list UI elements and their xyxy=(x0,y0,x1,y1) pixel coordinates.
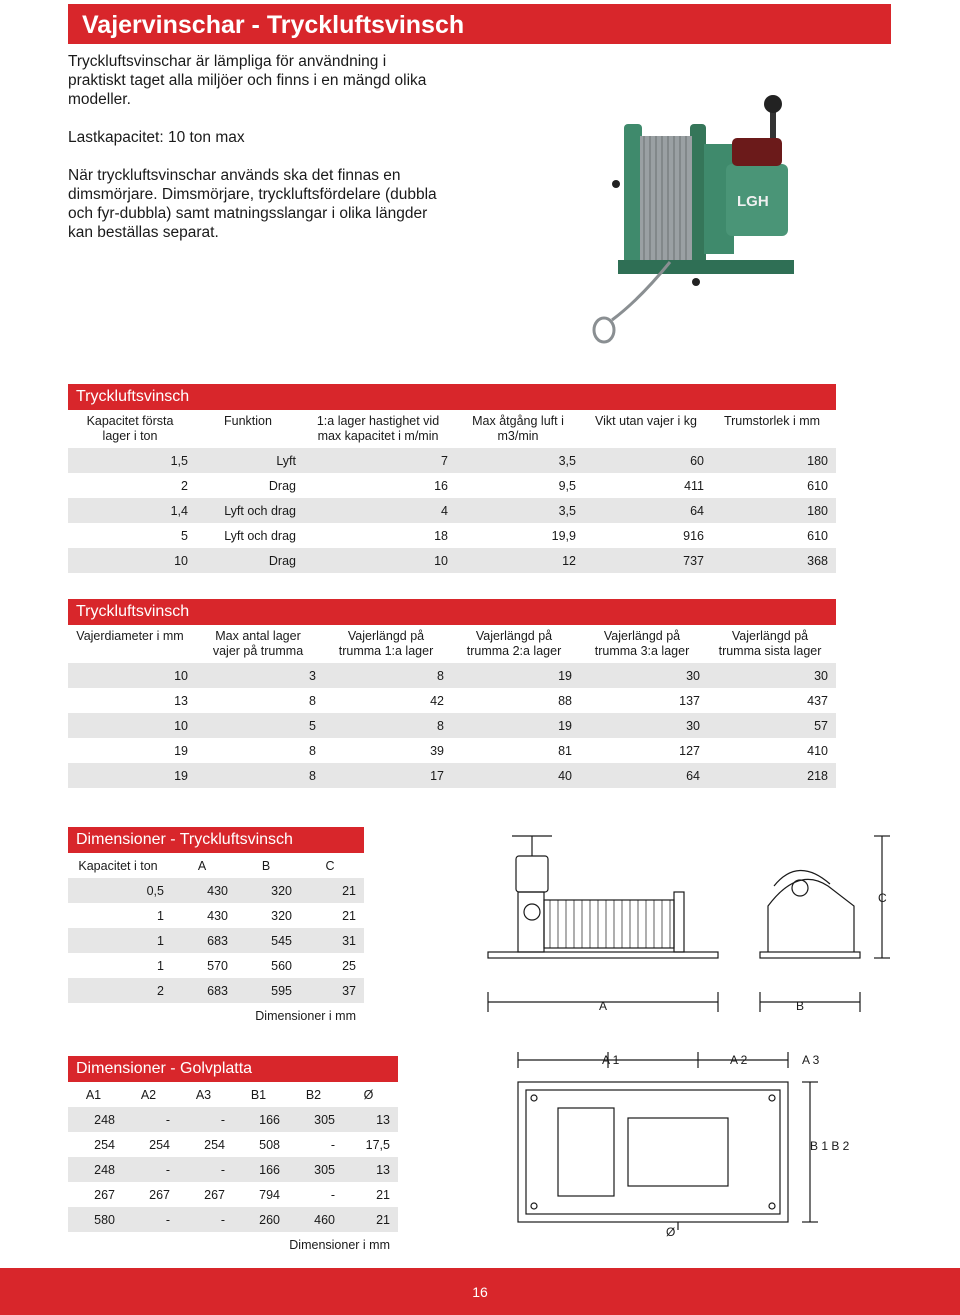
table-cell: Drag xyxy=(268,478,296,493)
table-cell: 916 xyxy=(683,528,704,543)
table1-header: Trumstorlek i mm xyxy=(723,414,821,428)
table-cell: 580 xyxy=(94,1212,115,1227)
table-row xyxy=(68,953,364,978)
table-cell: 3 xyxy=(309,668,316,683)
table-row xyxy=(68,498,836,523)
brand-label: LGH xyxy=(737,193,769,210)
table-cell: 5 xyxy=(309,718,316,733)
table-cell: 10 xyxy=(174,668,188,683)
table-cell: 610 xyxy=(807,528,828,543)
table-cell: 13 xyxy=(376,1162,390,1177)
table-cell: 610 xyxy=(807,478,828,493)
table-cell: 8 xyxy=(309,743,316,758)
table4-header: B1 xyxy=(250,1087,267,1102)
table-cell: 30 xyxy=(814,668,828,683)
table2-header: Max antal lager vajer på trumma xyxy=(212,629,304,658)
table-cell: 166 xyxy=(259,1162,280,1177)
table-cell: 30 xyxy=(686,718,700,733)
table-cell: 21 xyxy=(342,908,356,923)
table4-header: A2 xyxy=(140,1087,157,1102)
table-cell: 683 xyxy=(207,983,228,998)
table2-header: Vajerdiameter i mm xyxy=(76,629,184,643)
table3-header: B xyxy=(261,858,271,873)
table-cell: 9,5 xyxy=(558,478,576,493)
table-cell: 545 xyxy=(271,933,292,948)
table-row xyxy=(68,738,836,763)
table-cell: 17,5 xyxy=(365,1137,390,1152)
table-row xyxy=(68,548,836,573)
table-cell: 1 xyxy=(157,933,164,948)
table4-header: Ø xyxy=(363,1087,374,1102)
table-cell: 267 xyxy=(149,1187,170,1202)
table-cell: 17 xyxy=(430,768,444,783)
table-cell: 19,9 xyxy=(551,528,576,543)
table-row xyxy=(68,1132,398,1157)
table-cell: 57 xyxy=(814,718,828,733)
table-cell: 430 xyxy=(207,908,228,923)
table-cell: 305 xyxy=(314,1162,335,1177)
table-cell: 683 xyxy=(207,933,228,948)
table-cell: 2 xyxy=(157,983,164,998)
table-cell: 13 xyxy=(376,1112,390,1127)
winch-dimension-drawing xyxy=(478,826,898,1026)
dim-label-b1-b2: B 1 B 2 xyxy=(810,1139,850,1153)
table-cell: - xyxy=(220,1212,225,1227)
table-cell: 560 xyxy=(271,958,292,973)
table-cell: 320 xyxy=(271,883,292,898)
table-cell: 7 xyxy=(441,453,448,468)
table-cell: - xyxy=(165,1112,170,1127)
table3-header: C xyxy=(325,858,335,873)
table4 xyxy=(68,1082,398,1257)
table-cell: 16 xyxy=(434,478,448,493)
table-cell: 248 xyxy=(94,1112,115,1127)
table-cell: 305 xyxy=(314,1112,335,1127)
table-cell: 127 xyxy=(679,743,700,758)
table-cell: 267 xyxy=(204,1187,225,1202)
table-cell: 88 xyxy=(558,693,572,708)
table2-header: Vajerlängd på trumma 2:a lager xyxy=(466,629,562,658)
table4-header: B2 xyxy=(305,1087,322,1102)
table-cell: 267 xyxy=(94,1187,115,1202)
intro-paragraph-3: När tryckluftsvinschar används ska det finnas en dimsmörjare. Dimsmörjare, tryckluftsfördelare (dubbla och fyr-dubbla) samt matningsslangar i olika längder kan beställas separat. xyxy=(68,167,437,241)
footer-bar xyxy=(0,1268,960,1315)
table1-header: Funktion xyxy=(224,414,272,428)
table-cell: 10 xyxy=(174,553,188,568)
table-cell: 12 xyxy=(562,553,576,568)
table-cell: 3,5 xyxy=(558,503,576,518)
table2 xyxy=(68,625,836,788)
table-cell: 19 xyxy=(558,718,572,733)
dim-label-a3: A 3 xyxy=(802,1053,820,1067)
table-cell: - xyxy=(220,1162,225,1177)
table1-title: Tryckluftsvinsch xyxy=(68,384,836,410)
table-cell: 8 xyxy=(437,718,444,733)
table-cell: 19 xyxy=(558,668,572,683)
table-cell: 570 xyxy=(207,958,228,973)
table-cell: 40 xyxy=(558,768,572,783)
table-cell: 10 xyxy=(434,553,448,568)
table-cell: 166 xyxy=(259,1112,280,1127)
dim-label-a2: A 2 xyxy=(730,1053,748,1067)
table-cell: 508 xyxy=(259,1137,280,1152)
table-row xyxy=(68,928,364,953)
table-cell: 430 xyxy=(207,883,228,898)
table-cell: 595 xyxy=(271,983,292,998)
floor-plate-drawing xyxy=(498,1046,878,1246)
table4-header: A1 xyxy=(85,1087,102,1102)
table-cell: 31 xyxy=(342,933,356,948)
table-cell: 4 xyxy=(441,503,448,518)
table-cell: - xyxy=(165,1212,170,1227)
table-cell: 794 xyxy=(259,1187,280,1202)
table-cell: 254 xyxy=(94,1137,115,1152)
table-cell: - xyxy=(165,1162,170,1177)
table-cell: - xyxy=(220,1112,225,1127)
table-cell: Drag xyxy=(268,553,296,568)
table1-header: 1:a lager hastighet vid max kapacitet i m/min xyxy=(316,414,440,443)
intro-text xyxy=(68,52,438,261)
table1-header: Kapacitet första lager i ton xyxy=(86,414,174,443)
table-row xyxy=(68,903,364,928)
dim-label-a: A xyxy=(599,999,608,1013)
table-cell: 3,5 xyxy=(558,453,576,468)
table4-header: A3 xyxy=(195,1087,212,1102)
table-cell: Lyft och drag xyxy=(224,528,296,543)
table-cell: 254 xyxy=(204,1137,225,1152)
table1 xyxy=(68,410,836,573)
table3-header: Kapacitet i ton xyxy=(78,858,158,873)
table-cell: 0,5 xyxy=(146,883,164,898)
table-cell: 64 xyxy=(686,768,700,783)
table-cell: 1,4 xyxy=(170,503,188,518)
table-cell: 8 xyxy=(309,768,316,783)
table2-header: Vajerlängd på trumma 1:a lager xyxy=(338,629,434,658)
table-cell: 81 xyxy=(558,743,572,758)
table-cell: 64 xyxy=(690,503,704,518)
table-cell: 737 xyxy=(683,553,704,568)
table3-title: Dimensioner - Tryckluftsvinsch xyxy=(68,827,364,853)
table1-header: Max åtgång luft i m3/min xyxy=(472,414,564,443)
winch-photo xyxy=(520,84,834,354)
table-cell: 180 xyxy=(807,503,828,518)
page-title: Vajervinschar - Tryckluftsvinsch xyxy=(82,11,465,39)
table-cell: 1,5 xyxy=(170,453,188,468)
table-cell: 8 xyxy=(309,693,316,708)
table-row xyxy=(68,1182,398,1207)
table4-note: Dimensioner i mm xyxy=(289,1237,390,1252)
table-cell: 411 xyxy=(684,478,704,493)
table-cell: 30 xyxy=(686,668,700,683)
table-cell: 460 xyxy=(314,1212,335,1227)
table-cell: 21 xyxy=(376,1187,390,1202)
table1-header: Vikt utan vajer i kg xyxy=(595,414,697,428)
table-cell: 368 xyxy=(807,553,828,568)
table-row xyxy=(68,473,836,498)
table-cell: Lyft xyxy=(276,453,296,468)
table2-header: Vajerlängd på trumma 3:a lager xyxy=(594,629,690,658)
dim-label-diameter: Ø xyxy=(666,1225,676,1239)
table-cell: 248 xyxy=(94,1162,115,1177)
table-cell: Lyft och drag xyxy=(224,503,296,518)
table-cell: 5 xyxy=(181,528,188,543)
table4-title: Dimensioner - Golvplatta xyxy=(68,1056,398,1082)
table-row xyxy=(68,978,364,1003)
table-cell: 1 xyxy=(157,908,164,923)
table-cell: 254 xyxy=(149,1137,170,1152)
table-cell: 39 xyxy=(430,743,444,758)
dim-label-b: B xyxy=(796,999,805,1013)
table-cell: 10 xyxy=(174,718,188,733)
table2-header: Vajerlängd på trumma sista lager xyxy=(718,629,822,658)
table-row xyxy=(68,1157,398,1182)
title-bar xyxy=(68,4,891,44)
table-cell: - xyxy=(330,1187,335,1202)
table-row xyxy=(68,448,836,473)
table-cell: 21 xyxy=(342,883,356,898)
table-row xyxy=(68,663,836,688)
table-cell: 13 xyxy=(174,693,188,708)
table-cell: 8 xyxy=(437,668,444,683)
table-cell: 137 xyxy=(679,693,700,708)
table-cell: 18 xyxy=(434,528,448,543)
table-row xyxy=(68,763,836,788)
table-cell: 437 xyxy=(807,693,828,708)
table-cell: 19 xyxy=(174,768,188,783)
table3-note: Dimensioner i mm xyxy=(255,1008,356,1023)
table-cell: 42 xyxy=(430,693,444,708)
table-cell: 260 xyxy=(259,1212,280,1227)
table3-header: A xyxy=(197,858,207,873)
table-cell: 218 xyxy=(807,768,828,783)
table-cell: 180 xyxy=(807,453,828,468)
table-cell: 21 xyxy=(376,1212,390,1227)
table-cell: 19 xyxy=(174,743,188,758)
table3 xyxy=(68,853,364,1028)
table-row xyxy=(68,523,836,548)
page-number: 16 xyxy=(472,1284,488,1300)
table-cell: 1 xyxy=(157,958,164,973)
table-cell: 25 xyxy=(342,958,356,973)
table2-title: Tryckluftsvinsch xyxy=(68,599,836,625)
dim-label-a1: A 1 xyxy=(602,1053,620,1067)
table-cell: 410 xyxy=(807,743,828,758)
table-row xyxy=(68,1107,398,1132)
intro-paragraph-2: Lastkapacitet: 10 ton max xyxy=(68,129,245,146)
table-cell: 2 xyxy=(181,478,188,493)
table-row xyxy=(68,688,836,713)
dim-label-c: C xyxy=(878,891,887,905)
table-row xyxy=(68,1207,398,1232)
table-cell: - xyxy=(330,1137,335,1152)
table-cell: 37 xyxy=(342,983,356,998)
table-row xyxy=(68,878,364,903)
table-cell: 320 xyxy=(271,908,292,923)
table-row xyxy=(68,713,836,738)
table-cell: 60 xyxy=(690,453,704,468)
intro-paragraph-1: Tryckluftsvinschar är lämpliga för användning i praktiskt taget alla miljöer och finns i en mängd olika modeller. xyxy=(68,53,427,108)
